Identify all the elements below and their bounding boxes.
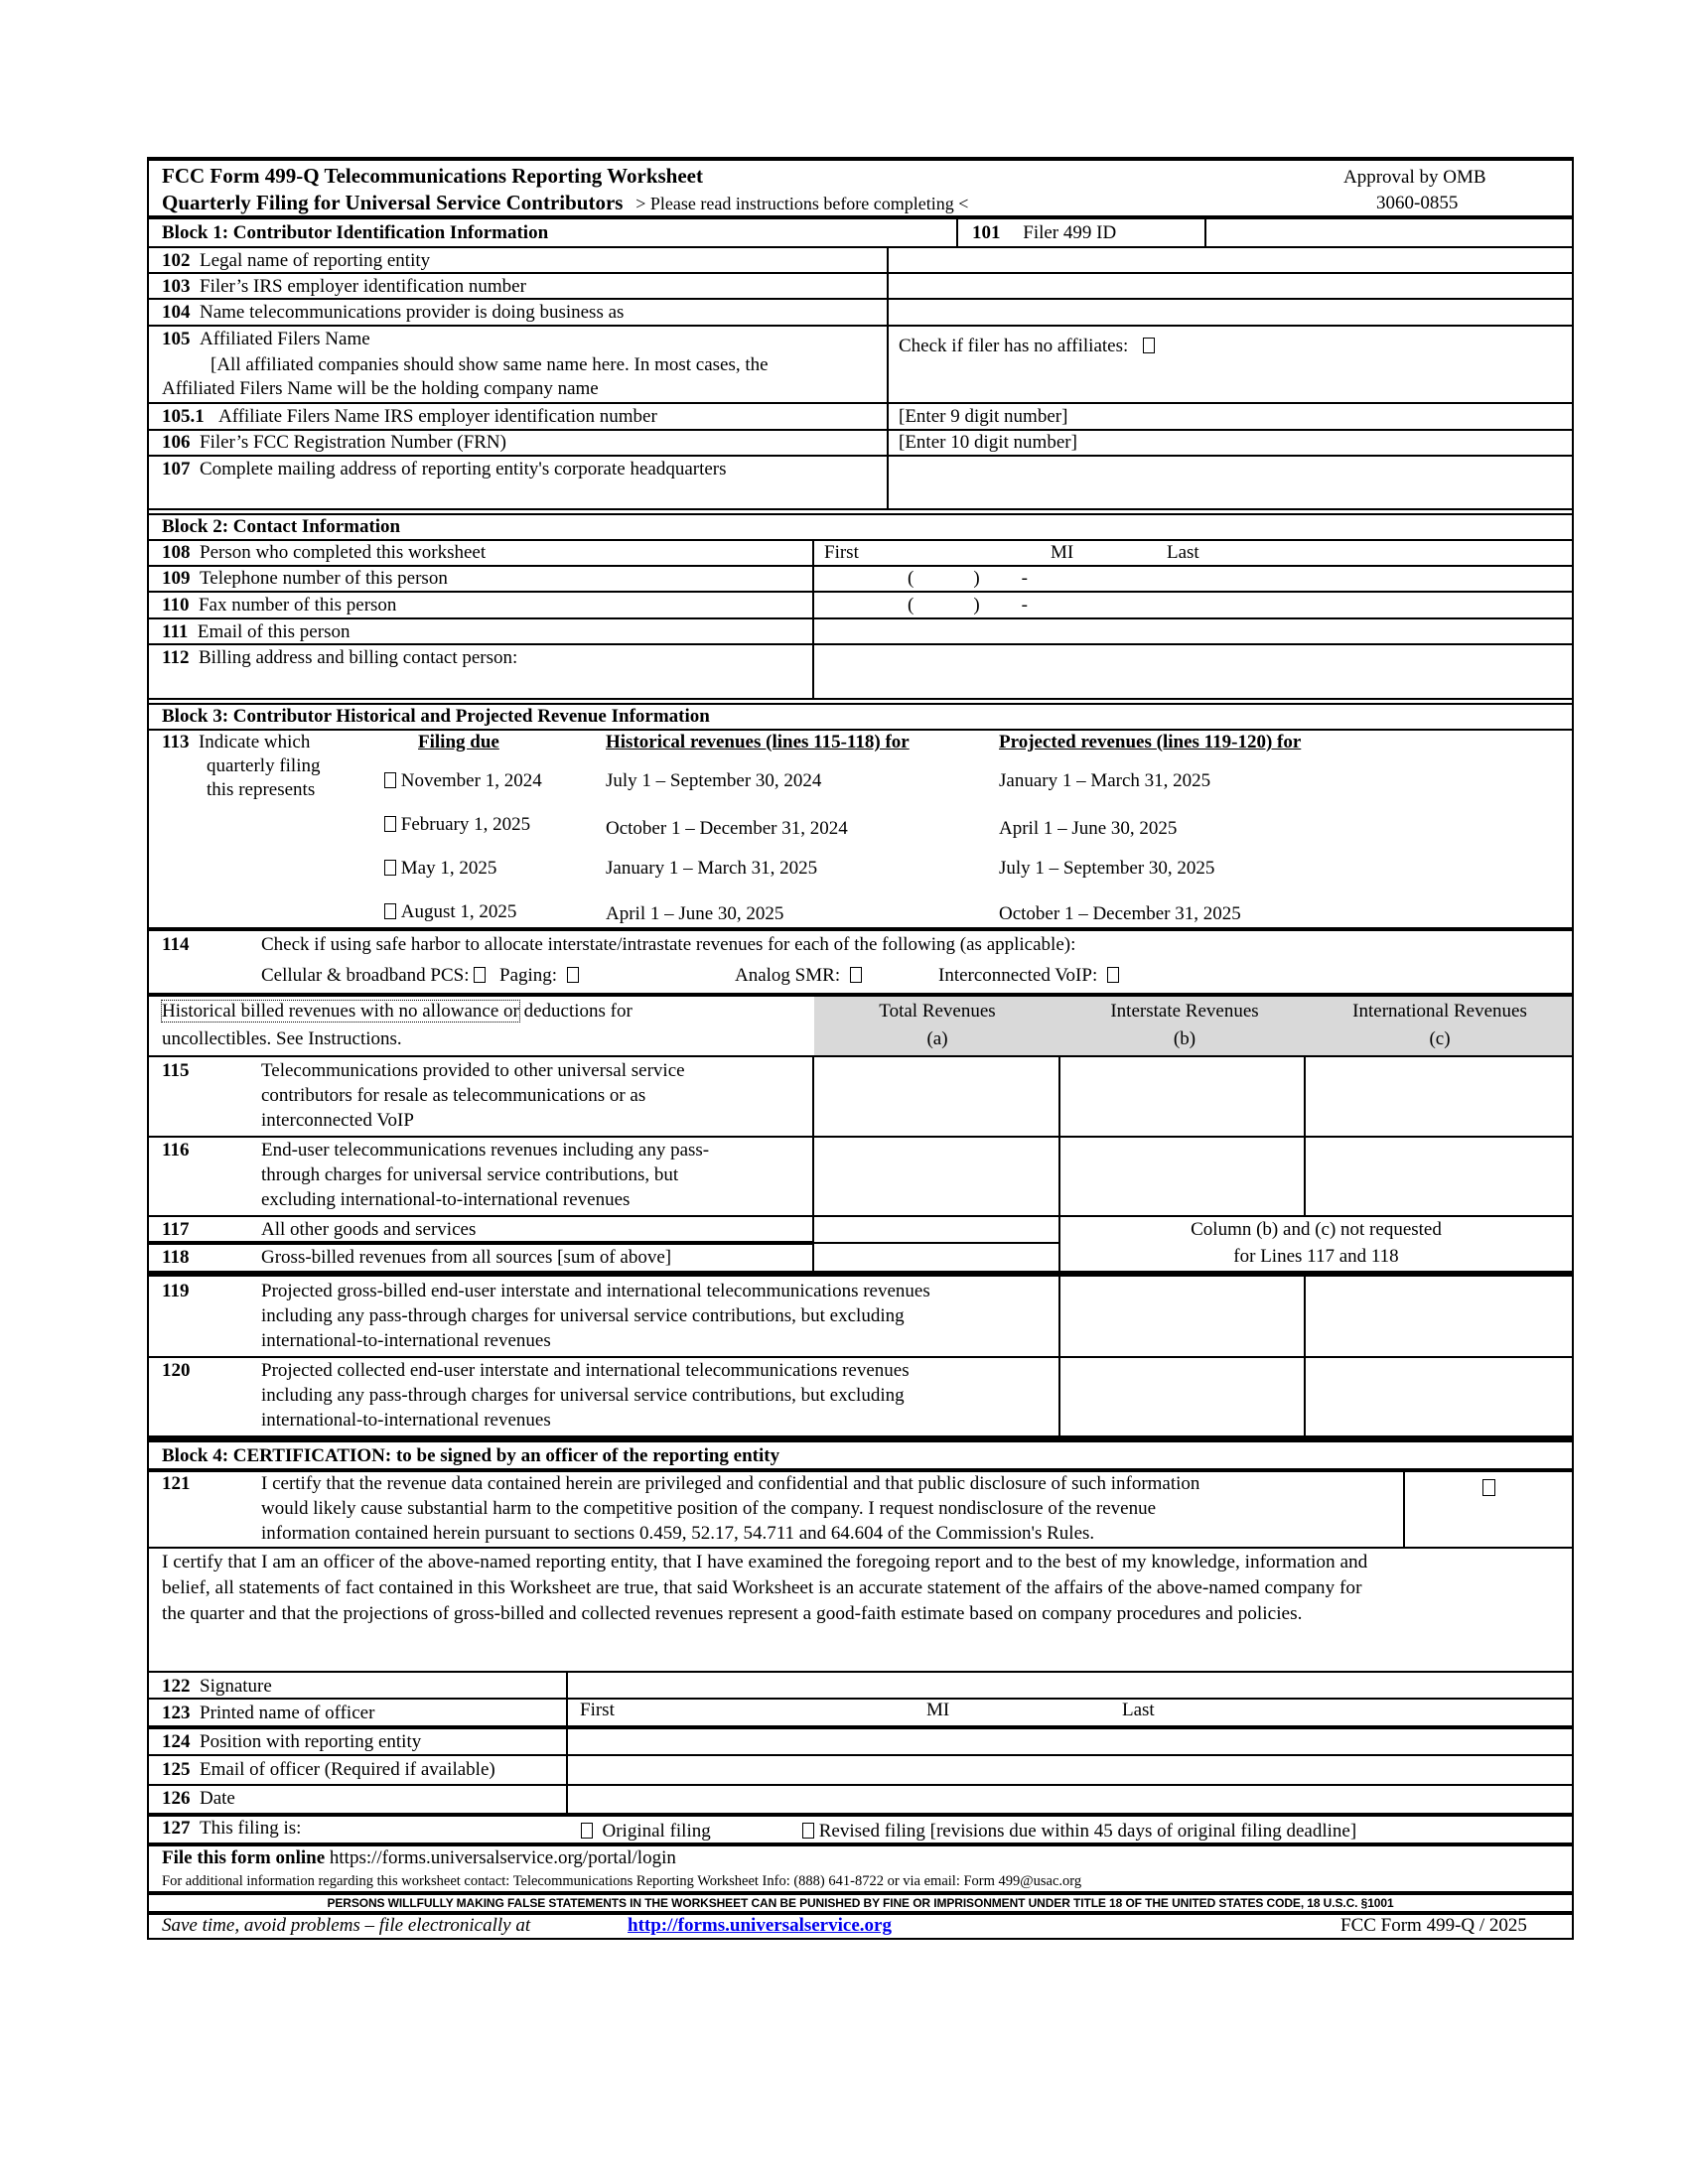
row-divider	[147, 1547, 1574, 1549]
line118-label: Gross-billed revenues from all sources [sum of above]	[261, 1247, 672, 1268]
affiliate-ein-input[interactable]: [Enter 9 digit number]	[899, 406, 1068, 427]
line127-label	[162, 1818, 301, 1840]
line116-interstate-input[interactable]	[1061, 1138, 1303, 1215]
col-divider	[566, 1673, 568, 1815]
line-number: 122	[162, 1676, 191, 1697]
irs-ein-input[interactable]	[890, 274, 1572, 298]
voip-checkbox[interactable]	[1107, 967, 1119, 983]
position-input[interactable]	[569, 1729, 1572, 1753]
line120-label: international-to-international revenues	[261, 1410, 551, 1431]
line109-label	[162, 568, 448, 590]
line114-label: Check if using safe harbor to allocate interstate/intrastate revenues for each of the following (as applicable):	[261, 934, 1076, 955]
line-label: Filer’s FCC Registration Number (FRN)	[200, 432, 506, 453]
line113-label-cont: quarterly filing	[207, 755, 321, 776]
officer-first-name-label: First	[580, 1700, 615, 1720]
paren-open: (	[908, 568, 914, 589]
last-name-label: Last	[1167, 542, 1199, 563]
option-label: Revised filing [revisions due within 45 days of original filing deadline]	[818, 1821, 1357, 1842]
line115-number: 115	[162, 1060, 190, 1081]
row-divider	[147, 729, 1574, 731]
line119-interstate-input[interactable]	[1061, 1277, 1303, 1354]
quarter-option-feb-2025[interactable]	[384, 814, 530, 836]
line-label: Signature	[200, 1676, 272, 1697]
row-divider	[147, 927, 1574, 931]
no-affiliates-row	[899, 336, 1155, 357]
line113-label	[162, 732, 310, 753]
line-label: Printed name of officer	[200, 1703, 375, 1723]
line120-interstate-input[interactable]	[1061, 1358, 1303, 1435]
revised-filing-option[interactable]	[802, 1821, 1356, 1843]
omb-number: 3060-0855	[1376, 193, 1459, 213]
line118-number: 118	[162, 1247, 190, 1268]
line116-international-input[interactable]	[1307, 1138, 1572, 1215]
filing-due-date: November 1, 2024	[400, 770, 542, 791]
paren-close: )	[973, 568, 980, 589]
form-title: FCC Form 499-Q Telecommunications Reporting Worksheet	[162, 164, 703, 188]
row-divider	[147, 565, 1574, 567]
no-affiliates-checkbox[interactable]	[1143, 338, 1155, 353]
signature-input[interactable]	[569, 1673, 1572, 1697]
instruction-note: > Please read instructions before completing <	[635, 194, 969, 213]
line119-label: including any pass-through charges for universal service contributions, but excluding	[261, 1305, 905, 1326]
col-divider-a	[812, 1057, 814, 1271]
line-label: Affiliate Filers Name IRS employer identification number	[218, 406, 657, 427]
line126-label	[162, 1788, 235, 1810]
paren-close: )	[973, 595, 980, 615]
option-label: Analog SMR:	[735, 965, 841, 986]
line-number: 102	[162, 250, 191, 271]
line-number: 105	[162, 329, 191, 349]
line-label: Indicate which	[198, 732, 311, 752]
fax-input[interactable]	[908, 595, 1028, 616]
block-divider	[147, 508, 1574, 510]
row-divider	[147, 1754, 1574, 1756]
historical-period: April 1 – June 30, 2025	[606, 903, 784, 924]
officer-email-input[interactable]	[569, 1757, 1572, 1783]
option-label: Cellular & broadband PCS:	[261, 965, 470, 986]
line107-label	[162, 459, 727, 480]
line-number: 112	[162, 647, 190, 668]
line104-label	[162, 302, 624, 324]
line111-label	[162, 621, 350, 643]
paging-checkbox[interactable]	[567, 967, 579, 983]
line105-label	[162, 329, 370, 350]
line106-label	[162, 432, 506, 454]
file-online-line	[162, 1847, 676, 1869]
col-projected: Projected revenues (lines 119-120) for	[999, 732, 1302, 752]
original-filing-checkbox[interactable]	[581, 1823, 593, 1839]
line121-label: information contained herein pursuant to sections 0.459, 52.17, 54.711 and 64.604 of the Commission's Rules.	[261, 1523, 1095, 1544]
historical-period: January 1 – March 31, 2025	[606, 858, 818, 879]
line-number: 124	[162, 1731, 191, 1752]
column-title: International Revenues	[1352, 1001, 1527, 1022]
line117-label: All other goods and services	[261, 1219, 477, 1240]
line120-international-input[interactable]	[1307, 1358, 1572, 1435]
paren-open: (	[908, 595, 914, 615]
officer-mi-label: MI	[926, 1700, 950, 1720]
row-divider	[147, 325, 1574, 327]
line112-label	[162, 647, 517, 669]
quarter-option-aug-2025[interactable]	[384, 901, 516, 923]
line115-total-input[interactable]	[815, 1057, 1057, 1135]
row-divider	[147, 1813, 1574, 1817]
line115-international-input[interactable]	[1307, 1057, 1572, 1135]
line120-label: including any pass-through charges for universal service contributions, but excluding	[261, 1385, 905, 1406]
safe-harbor-analog-smr[interactable]	[735, 965, 862, 987]
line119-international-input[interactable]	[1307, 1277, 1572, 1354]
line-number: 127	[162, 1818, 191, 1839]
line-label: Email of this person	[197, 621, 351, 642]
revenue-intro	[162, 1001, 633, 1023]
line115-label: contributors for resale as telecommunications or as	[261, 1085, 646, 1106]
filing-due-date: May 1, 2025	[400, 858, 497, 879]
line120-number: 120	[162, 1360, 191, 1381]
line116-label: excluding international-to-international revenues	[261, 1189, 631, 1210]
mailing-address-input[interactable]	[890, 457, 1572, 508]
dash: -	[1021, 568, 1028, 589]
revenue-intro: uncollectibles. See Instructions.	[162, 1028, 402, 1049]
block1-title: Block 1: Contributor Identification Information	[162, 222, 549, 243]
line103-label	[162, 276, 526, 298]
quarter-checkbox[interactable]	[384, 903, 396, 919]
line114-number: 114	[162, 934, 190, 955]
row-divider	[147, 402, 1574, 404]
col-total-revenues-sub: (a)	[926, 1028, 948, 1049]
frn-input[interactable]: [Enter 10 digit number]	[899, 432, 1077, 453]
line-number: 104	[162, 302, 191, 323]
col-filing-due: Filing due	[418, 732, 499, 752]
line105-note: Affiliated Filers Name will be the holding company name	[162, 378, 599, 399]
line115-label: Telecommunications provided to other universal service	[261, 1060, 685, 1081]
not-requested-note: for Lines 117 and 118	[1233, 1246, 1399, 1267]
line-number: 108	[162, 542, 191, 563]
not-requested-note: Column (b) and (c) not requested	[1191, 1219, 1442, 1240]
safe-harbor-cellular[interactable]	[261, 965, 486, 987]
filer-499-id-input[interactable]	[1206, 218, 1572, 246]
line116-label: through charges for universal service contributions, but	[261, 1164, 679, 1185]
line119-label: Projected gross-billed end-user interstate and international telecommunications revenues	[261, 1281, 930, 1301]
block3-title: Block 3: Contributor Historical and Projected Revenue Information	[162, 706, 710, 727]
line-label: Person who completed this worksheet	[200, 542, 487, 563]
block-divider	[147, 698, 1574, 700]
contact-info: For additional information regarding this worksheet contact: Telecommunications Reporting Worksheet Info: (888) 641-8722 or via email: Form 499@usac.org	[162, 1873, 1082, 1889]
line-label: Fax number of this person	[198, 595, 397, 615]
analog-smr-checkbox[interactable]	[850, 967, 862, 983]
line-label: Complete mailing address of reporting entity's corporate headquarters	[200, 459, 727, 479]
line-number: 107	[162, 459, 191, 479]
line-number: 126	[162, 1788, 191, 1809]
dash: -	[1021, 595, 1028, 615]
line123-label	[162, 1703, 374, 1724]
row-divider	[812, 1242, 1059, 1244]
line116-total-input[interactable]	[815, 1138, 1057, 1215]
block-divider	[147, 513, 1574, 515]
certification-text: the quarter and that the projections of gross-billed and collected revenues represent a good-faith estimate based on company procedures and policies.	[162, 1603, 1303, 1624]
line1051-label	[162, 406, 657, 428]
line-label: Legal name of reporting entity	[200, 250, 431, 271]
block-divider	[147, 703, 1574, 705]
col-historical: Historical revenues (lines 115-118) for	[606, 732, 910, 752]
projected-period: July 1 – September 30, 2025	[999, 858, 1215, 879]
option-label: Interconnected VoIP:	[938, 965, 1098, 986]
line-number: 101	[972, 222, 1001, 243]
certification-text: I certify that I am an officer of the above-named reporting entity, that I have examined the foregoing report and to the best of my knowledge, information and	[162, 1552, 1368, 1572]
filing-due-date: February 1, 2025	[400, 814, 531, 835]
false-statement-warning: PERSONS WILLFULLY MAKING FALSE STATEMENTS IN THE WORKSHEET CAN BE PUNISHED BY FINE OR IMPRISONMENT UNDER TITLE 18 OF THE UNITED STATES CODE, 18 U.S.C. §1001	[327, 1896, 1394, 1910]
line-label: Filer 499 ID	[1023, 222, 1117, 243]
column-title: Interstate Revenues	[1110, 1001, 1259, 1022]
line120-label: Projected collected end-user interstate and international telecommunications revenues	[261, 1360, 910, 1381]
projected-period: April 1 – June 30, 2025	[999, 818, 1178, 839]
no-affiliates-label: Check if filer has no affiliates:	[899, 336, 1129, 356]
form-subtitle-line	[162, 192, 968, 215]
line101-label	[972, 222, 1116, 244]
cellular-checkbox[interactable]	[474, 967, 486, 983]
line121-label: I certify that the revenue data contained herein are privileged and confidential and that public disclosure of such information	[261, 1473, 1200, 1494]
row-divider	[147, 1468, 1574, 1472]
line-label: Date	[200, 1788, 235, 1809]
telephone-input[interactable]	[908, 568, 1028, 590]
safe-harbor-voip[interactable]	[938, 965, 1119, 987]
safe-harbor-paging[interactable]	[499, 965, 579, 987]
option-label: Original filing	[602, 1821, 711, 1842]
block-divider	[147, 1435, 1574, 1442]
quarter-checkbox[interactable]	[384, 816, 396, 832]
col-total-revenues	[814, 1001, 1060, 1023]
line-number: 106	[162, 432, 191, 453]
first-name-label: First	[824, 542, 859, 563]
form-subtitle: Quarterly Filing for Universal Service Contributors	[162, 191, 624, 214]
line-number: 113	[162, 732, 190, 752]
line115-label: interconnected VoIP	[261, 1110, 414, 1131]
line-number: 123	[162, 1703, 191, 1723]
projected-period: October 1 – December 31, 2025	[999, 903, 1241, 924]
save-time-note: Save time, avoid problems – file electronically at	[162, 1915, 531, 1936]
line125-label	[162, 1759, 495, 1781]
row-divider	[147, 1241, 812, 1245]
quarter-option-nov-2024[interactable]	[384, 770, 542, 792]
line-label: Name telecommunications provider is doing business as	[200, 302, 625, 323]
confidentiality-checkbox[interactable]	[1482, 1479, 1495, 1496]
line118-total-input[interactable]	[815, 1245, 1057, 1269]
line119-number: 119	[162, 1281, 190, 1301]
row-divider	[147, 591, 1574, 593]
dba-name-input[interactable]	[890, 300, 1572, 324]
col-interstate-revenues	[1061, 1001, 1308, 1023]
line115-interstate-input[interactable]	[1061, 1057, 1303, 1135]
line122-label	[162, 1676, 272, 1698]
block2-title: Block 2: Contact Information	[162, 516, 401, 537]
date-input[interactable]	[569, 1786, 1572, 1812]
line117-number: 117	[162, 1219, 190, 1240]
line116-number: 116	[162, 1140, 190, 1160]
line-number: 111	[162, 621, 189, 642]
billing-address-input[interactable]	[815, 645, 1572, 697]
original-filing-option[interactable]	[581, 1821, 711, 1843]
block4-title: Block 4: CERTIFICATION: to be signed by an officer of the reporting entity	[162, 1445, 780, 1466]
line-label: Email of officer (Required if available)	[200, 1759, 495, 1780]
line121-label: would likely cause substantial harm to the competitive position of the company. I request nondisclosure of the revenue	[261, 1498, 1157, 1519]
omb-approval-label: Approval by OMB	[1343, 167, 1486, 188]
row-divider	[147, 1891, 1574, 1895]
quarter-checkbox[interactable]	[384, 860, 396, 876]
line-number: 109	[162, 568, 191, 589]
line-number: 125	[162, 1759, 191, 1780]
line-label: Filer’s IRS employer identification number	[200, 276, 526, 297]
divider	[956, 218, 958, 246]
officer-last-name-label: Last	[1122, 1700, 1155, 1720]
row-divider	[147, 1843, 1574, 1846]
block1-column-divider	[887, 248, 889, 508]
bottom-border	[147, 1938, 1574, 1940]
col-international-revenues-sub: (c)	[1429, 1028, 1451, 1049]
certification-text: belief, all statements of fact contained in this Worksheet are true, that said Worksheet is an accurate statement of the affairs of the above-named company for	[162, 1577, 1362, 1598]
line116-label: End-user telecommunications revenues including any pass-	[261, 1140, 710, 1160]
line-label: Affiliated Filers Name	[200, 329, 370, 349]
top-border	[147, 157, 1574, 161]
file-online-label: File this form online	[162, 1847, 326, 1868]
quarter-checkbox[interactable]	[384, 772, 396, 788]
row-divider	[147, 1698, 1574, 1700]
projected-period: January 1 – March 31, 2025	[999, 770, 1211, 791]
line-label: Position with reporting entity	[200, 1731, 422, 1752]
email-input[interactable]	[815, 619, 1572, 643]
row-divider	[147, 429, 1574, 431]
intro-text: Historical billed revenues with no allowance or	[162, 1001, 519, 1022]
historical-period: October 1 – December 31, 2024	[606, 818, 848, 839]
intro-text: deductions for	[518, 1001, 633, 1022]
line-label: Telephone number of this person	[200, 568, 448, 589]
column-title: Total Revenues	[879, 1001, 996, 1022]
middle-initial-label: MI	[1051, 542, 1074, 563]
line117-total-input[interactable]	[815, 1217, 1057, 1239]
col-divider	[1403, 1471, 1405, 1547]
line-number: 110	[162, 595, 190, 615]
filing-due-date: August 1, 2025	[400, 901, 517, 922]
quarter-option-may-2025[interactable]	[384, 858, 496, 880]
col-interstate-revenues-sub: (b)	[1173, 1028, 1196, 1049]
line121-number: 121	[162, 1473, 191, 1494]
row-divider	[147, 539, 1574, 541]
line119-label: international-to-international revenues	[261, 1330, 551, 1351]
line-label: This filing is:	[200, 1818, 302, 1839]
line102-label	[162, 250, 430, 272]
universal-service-link[interactable]: http://forms.universalservice.org	[628, 1915, 892, 1936]
line108-label	[162, 542, 486, 564]
line-number: 105.1	[162, 406, 205, 427]
col-international-revenues	[1308, 1001, 1572, 1023]
line113-label-cont: this represents	[207, 779, 316, 800]
legal-name-input[interactable]	[890, 248, 1572, 272]
line110-label	[162, 595, 396, 616]
revised-filing-checkbox[interactable]	[802, 1823, 814, 1839]
line124-label	[162, 1731, 421, 1753]
portal-login-url[interactable]: https://forms.universalservice.org/portal/login	[325, 1847, 676, 1868]
line105-note: [All affiliated companies should show same name here. In most cases, the	[211, 354, 769, 375]
form-id: FCC Form 499-Q / 2025	[1340, 1915, 1527, 1936]
historical-period: July 1 – September 30, 2024	[606, 770, 822, 791]
line-number: 103	[162, 276, 191, 297]
option-label: Paging:	[499, 965, 558, 986]
line-label: Billing address and billing contact person:	[198, 647, 518, 668]
